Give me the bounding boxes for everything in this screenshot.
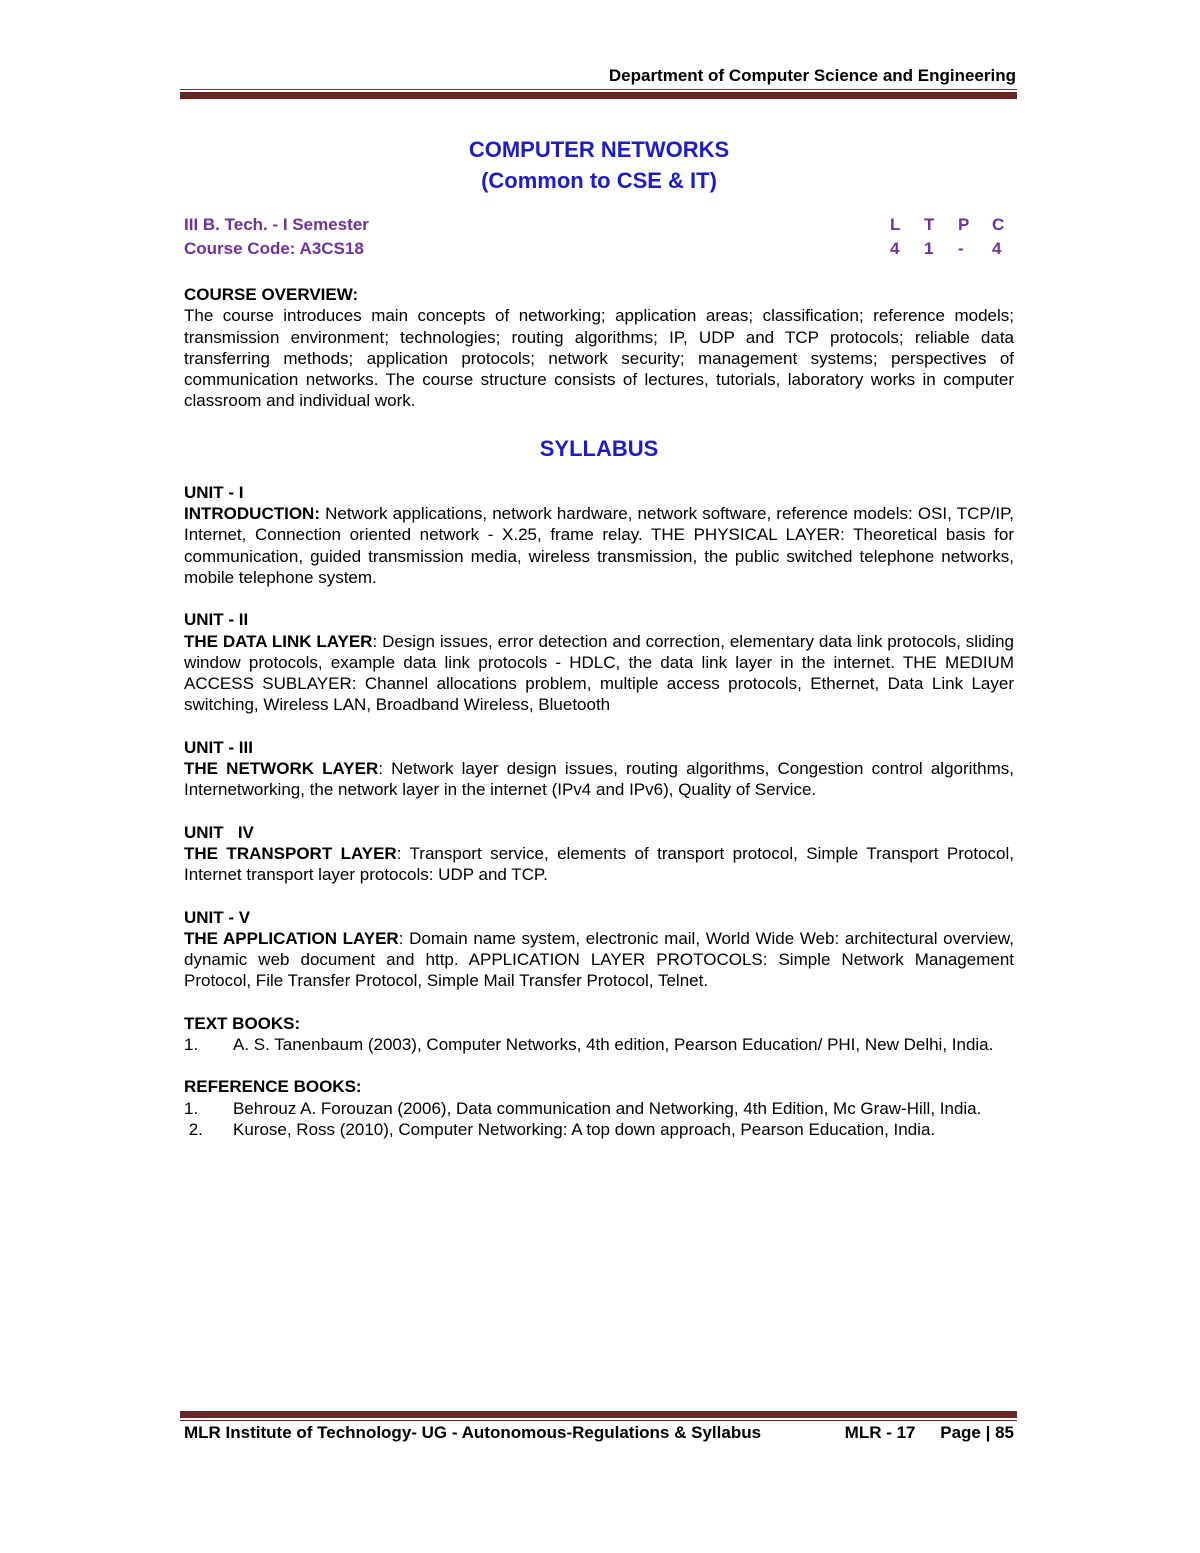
unit-lead: THE APPLICATION LAYER (184, 928, 399, 948)
unit-4 (184, 822, 1014, 886)
ltpc-value-t: 1 (924, 239, 934, 258)
unit-text: : Transport service, elements of transport protocol, Simple Transport Protocol, Internet transport layer protocols: UDP and TCP. (184, 843, 1015, 885)
course-title: COMPUTER NETWORKS (468, 137, 730, 162)
header-rule (180, 92, 1017, 99)
list-item-number: 1. (184, 1098, 199, 1118)
unit-3 (184, 737, 1014, 801)
list-item-number: 1. (184, 1035, 199, 1055)
reference-books-heading: REFERENCE BOOKS: (184, 1077, 362, 1097)
page-footer (184, 1423, 1014, 1443)
unit-text: : Design issues, error detection and correction, elementary data link protocols, sliding window protocols, example data link protocols - HDLC, the data link layer in the internet. THE MEDIUM ACCESS SUBLAYER: Channel allocations problem, multiple access protocols, Ethernet, Data Link Layer switching, Wireless LAN, Broadband Wireless, Bluetooth (184, 631, 1014, 715)
footer-rule (180, 1411, 1017, 1418)
unit-lead: THE DATA LINK LAYER (184, 631, 373, 651)
footer-institute: MLR Institute of Technology- UG - Autonomous-Regulations & Syllabus (184, 1423, 762, 1442)
course-meta (184, 215, 1016, 263)
footer-right (825, 1423, 1014, 1443)
unit-text: Network applications, network hardware, network software, reference models: OSI, TCP/IP, Internet, Connection oriented network - X.25, frame relay. THE PHYSICAL LAYER: Theoretical basis for communication, guided transmission media, wireless transmission, the public switched telephone networks, mobile telephone system. (184, 504, 1014, 587)
list-item-text: Kurose, Ross (2010), Computer Networking: A top down approach, Pearson Education, India. (233, 1119, 936, 1139)
list-item (184, 1098, 1014, 1119)
footer-page-number: Page | 85 (940, 1423, 1014, 1442)
semester-label: III B. Tech. - I Semester (184, 215, 369, 234)
ltpc-label-p: P (958, 215, 970, 234)
list-item-number: 2. (184, 1119, 203, 1139)
course-subtitle: (Common to CSE & IT) (481, 168, 717, 193)
list-item (184, 1034, 1014, 1055)
ltpc-label-l: L (890, 215, 901, 234)
unit-1 (184, 482, 1014, 588)
unit-label: UNIT - II (184, 610, 249, 630)
footer-regulation: MLR - 17 (844, 1423, 916, 1442)
ltpc-values (890, 239, 1026, 259)
list-item-text: A. S. Tanenbaum (2003), Computer Networks, 4th edition, Pearson Education/ PHI, New Delhi, India. (233, 1035, 994, 1055)
ltpc-value-c: 4 (992, 239, 1002, 258)
unit-2 (184, 609, 1014, 715)
course-code: Course Code: A3CS18 (184, 239, 364, 258)
syllabus-heading: SYLLABUS (539, 435, 659, 461)
unit-5 (184, 907, 1014, 992)
unit-lead: THE NETWORK LAYER (184, 759, 379, 779)
reference-books (184, 1076, 1014, 1140)
overview-text: The course introduces main concepts of networking; application areas; classification; reference models; transmission environment; technologies; routing algorithms; IP, UDP and TCP protocols; reliable data transferring methods; application protocols; network security; management systems; perspectives of communication networks. The course structure consists of lectures, tutorials, laboratory works in computer classroom and individual work. (184, 306, 1014, 411)
unit-label: UNIT IV (184, 822, 254, 842)
ltpc-value-p: - (958, 239, 964, 258)
page-content (184, 284, 1014, 1161)
unit-label: UNIT - III (184, 737, 253, 757)
unit-label: UNIT - V (184, 907, 251, 927)
list-item-text: Behrouz A. Forouzan (2006), Data communication and Networking, 4th Edition, Mc Graw-Hill, India. (233, 1098, 982, 1118)
unit-lead: THE TRANSPORT LAYER (184, 843, 397, 863)
text-books-heading: TEXT BOOKS: (184, 1013, 301, 1033)
unit-label: UNIT - I (184, 482, 244, 502)
unit-text: : Network layer design issues, routing algorithms, Congestion control algorithms, Internetworking, the network layer in the internet (IPv4 and IPv6), Quality of Service. (184, 759, 1014, 800)
text-books (184, 1013, 1014, 1056)
unit-text: : Domain name system, electronic mail, World Wide Web: architectural overview, dynamic web document and http. APPLICATION LAYER PROTOCOLS: Simple Network Management Protocol, File Transfer Protocol, Simple Mail Transfer Protocol, Telnet. (184, 928, 1014, 991)
ltpc-labels (890, 215, 1026, 235)
ltpc-value-l: 4 (890, 239, 900, 258)
ltpc-label-c: C (992, 215, 1005, 234)
list-item (184, 1119, 1014, 1140)
page-header-department: Department of Computer Science and Engineering (608, 66, 1016, 85)
title-block (182, 134, 1016, 196)
unit-lead: INTRODUCTION: (184, 504, 320, 524)
overview-heading: COURSE OVERVIEW: (184, 285, 359, 304)
ltpc-label-t: T (924, 215, 935, 234)
